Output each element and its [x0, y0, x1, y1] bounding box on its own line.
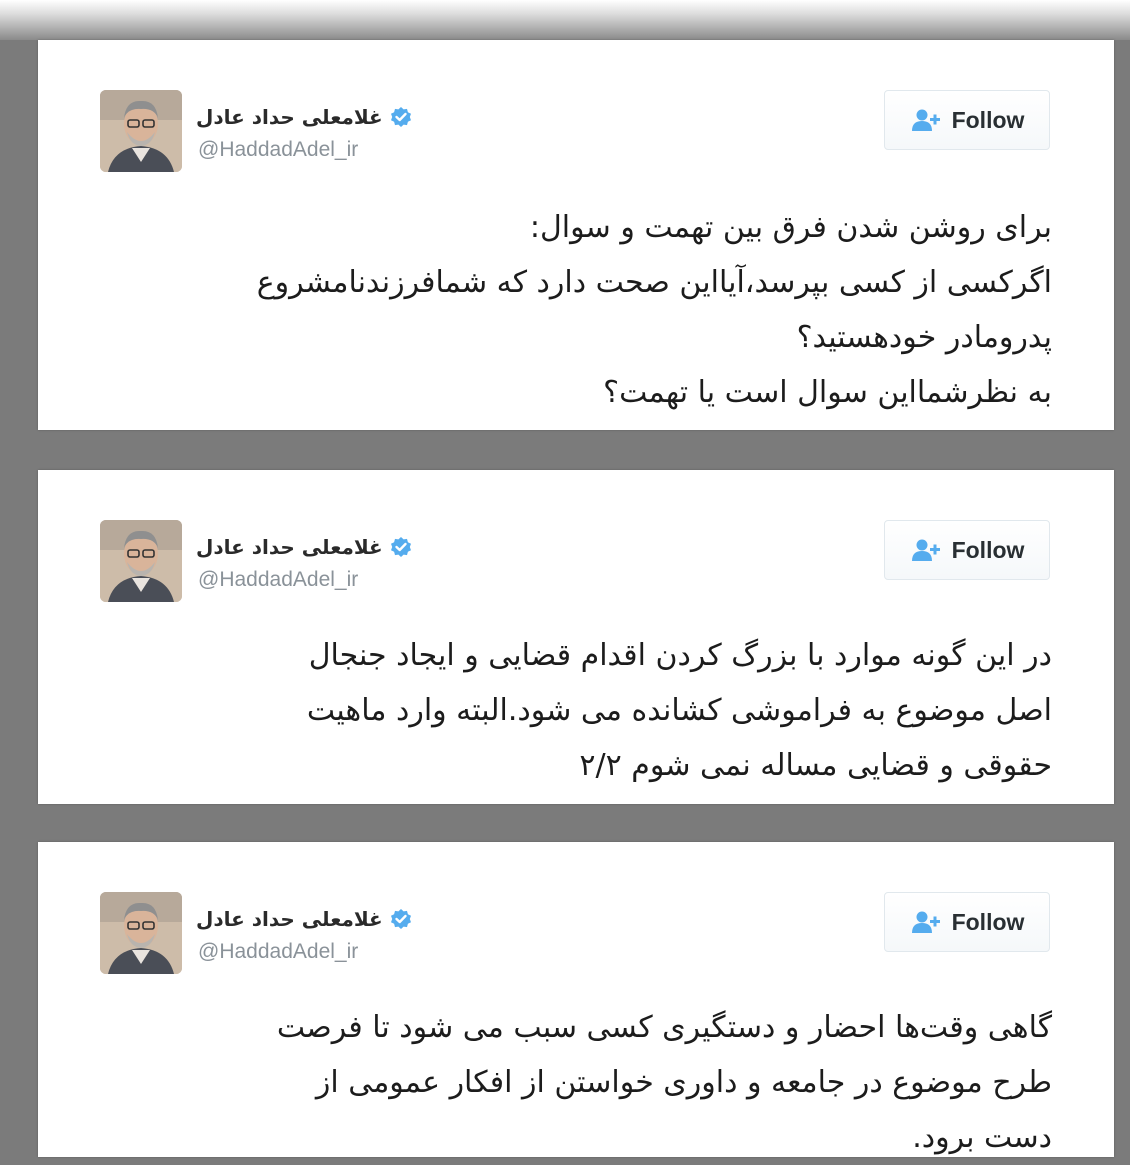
author-name[interactable]: غلامعلی حداد عادل: [196, 907, 383, 931]
add-user-icon: [910, 108, 942, 132]
tweet-card-2: [38, 470, 1114, 804]
author-handle[interactable]: @HaddadAdel_ir: [198, 940, 359, 963]
tweet-line: حقوقی و قضایی مساله نمی شوم ۲/۲: [579, 748, 1052, 783]
verified-badge-icon: [389, 907, 413, 931]
tweet-card-1: [38, 40, 1114, 430]
author-handle[interactable]: @HaddadAdel_ir: [198, 568, 359, 591]
verified-badge-icon: [389, 105, 413, 129]
tweet-line: برای روشن شدن فرق بین تهمت و سوال:: [529, 210, 1052, 245]
tweet-card-3: [38, 842, 1114, 1157]
add-user-icon: [910, 538, 942, 562]
author-name-row: [196, 904, 413, 934]
author-handle[interactable]: @HaddadAdel_ir: [198, 138, 359, 161]
author-name[interactable]: غلامعلی حداد عادل: [196, 105, 383, 129]
author-name-row: [196, 102, 413, 132]
tweet-line: در این گونه موارد با بزرگ کردن اقدام قضایی و ایجاد جنجال: [308, 638, 1052, 673]
follow-button[interactable]: [884, 520, 1050, 580]
follow-label: Follow: [951, 106, 1025, 133]
verified-badge-icon: [389, 535, 413, 559]
follow-label: Follow: [951, 908, 1025, 935]
tweet-line: به نظرشمااین سوال است یا تهمت؟: [603, 375, 1052, 410]
author-name-row: [196, 532, 413, 562]
avatar[interactable]: [100, 892, 182, 974]
author-name[interactable]: غلامعلی حداد عادل: [196, 535, 383, 559]
tweet-line: طرح موضوع در جامعه و داوری خواستن از افکار عمومی از: [315, 1065, 1052, 1100]
avatar[interactable]: [100, 90, 182, 172]
avatar[interactable]: [100, 520, 182, 602]
tweet-line: پدرومادر خودهستید؟: [796, 320, 1052, 355]
tweet-text: [108, 200, 1052, 420]
tweet-text: [108, 1000, 1052, 1165]
follow-button[interactable]: [884, 892, 1050, 952]
follow-label: Follow: [951, 536, 1025, 563]
add-user-icon: [910, 910, 942, 934]
follow-button[interactable]: [884, 90, 1050, 150]
tweet-text: [108, 628, 1052, 793]
top-shadow-strip: [0, 0, 1130, 40]
tweet-line: دست برود.: [912, 1120, 1052, 1155]
tweet-line: اگرکسی از کسی بپرسد،آیااین صحت دارد که شمافرزندنامشروع: [256, 265, 1052, 300]
tweet-line: گاهی وقت‌ها احضار و دستگیری کسی سبب می شود تا فرصت: [276, 1010, 1052, 1045]
tweet-line: اصل موضوع به فراموشی کشانده می شود.البته وارد ماهیت: [306, 693, 1052, 728]
